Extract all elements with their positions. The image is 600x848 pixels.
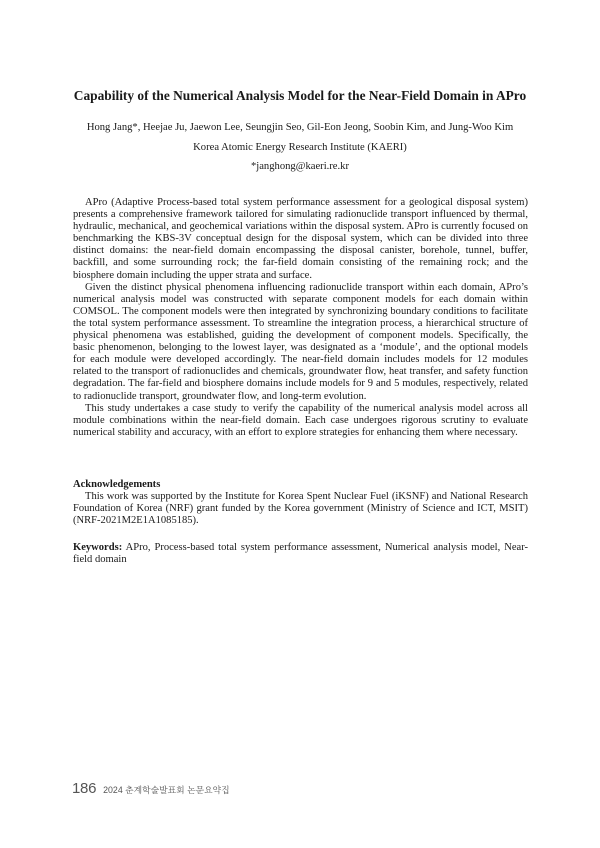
body-paragraph-1: APro (Adaptive Process-based total system performance assessment for a geological disposal system) presents a comprehensive framework tailored for simulating radionuclide transport influenced by thermal, hydraulic, mechanical, and geochemical variations within the disposal system. APro is currently focused on benchmarking the KBS-3V conceptual design for the disposal system, which can be divided into three distinct domains: the near-field domain encompassing the disposal canister, borehole, tunnel, buffer, backfill, and some surrounding rock; the far-field domain consisting of the remaining rock; and the biosphere domain including the upper strata and surface. xyxy=(73,197,528,281)
body-paragraph-2: Given the distinct physical phenomena influencing radionuclide transport within each domain, APro’s numerical analysis model was constructed with separate component models for each domain within COMSOL. The component models were then integrated by synchronizing boundary conditions to facilitate the total system performance assessment. To streamline the integration process, a hierarchical structure of physical phenomena was established, guiding the development of component models. Specifically, the basic phenomenon, belonging to the lowest layer, was designated as a ‘module’, and the optional models for each module were developed accordingly. The near-field domain includes models for 12 modules related to the transport of radionuclides and chemicals, groundwater flow, heat transfer, and safety function degradation. The far-field and biosphere domains include models for 9 and 5 modules, respectively, related to radionuclide transport, groundwater flow, and long-term evolution. xyxy=(73,281,528,402)
acknowledgements-text: This work was supported by the Institute for Korea Spent Nuclear Fuel (iKSNF) and National Research Foundation of Korea (NRF) grant funded by the Korea government (Ministry of Science and ICT, MSIT) (NRF-2021M2E1A1085185). xyxy=(73,491,528,527)
acknowledgements-heading: Acknowledgements xyxy=(73,479,161,490)
corresponding-email: *janghong@kaeri.re.kr xyxy=(250,161,349,172)
keywords-text: APro, Process-based total system performance assessment, Numerical analysis model, Near-field domain xyxy=(73,542,529,566)
page-number: 186 xyxy=(72,780,97,797)
affiliation: Korea Atomic Energy Research Institute (KAERI) xyxy=(193,142,407,153)
keywords-label: Keywords: xyxy=(73,542,123,553)
proceedings-title: 2024 춘계학술발표회 논문요약집 xyxy=(103,785,230,795)
author-list: Hong Jang*, Heejae Ju, Jaewon Lee, Seungjin Seo, Gil-Eon Jeong, Soobin Kim, and Jung-Woo Kim xyxy=(86,122,514,133)
keywords-section xyxy=(73,542,528,566)
body-paragraph-3: This study undertakes a case study to verify the capability of the numerical analysis model across all module combinations within the near-field domain. Each case undergoes rigorous scrutiny to evaluate numerical stability and accuracy, with an effort to explore strategies for enhancing them where necessary. xyxy=(73,402,528,438)
abstract-body xyxy=(73,197,528,439)
acknowledgements-section xyxy=(73,479,528,527)
page-footer xyxy=(72,780,230,797)
paper-title: Capability of the Numerical Analysis Model for the Near-Field Domain in APro xyxy=(73,88,527,103)
